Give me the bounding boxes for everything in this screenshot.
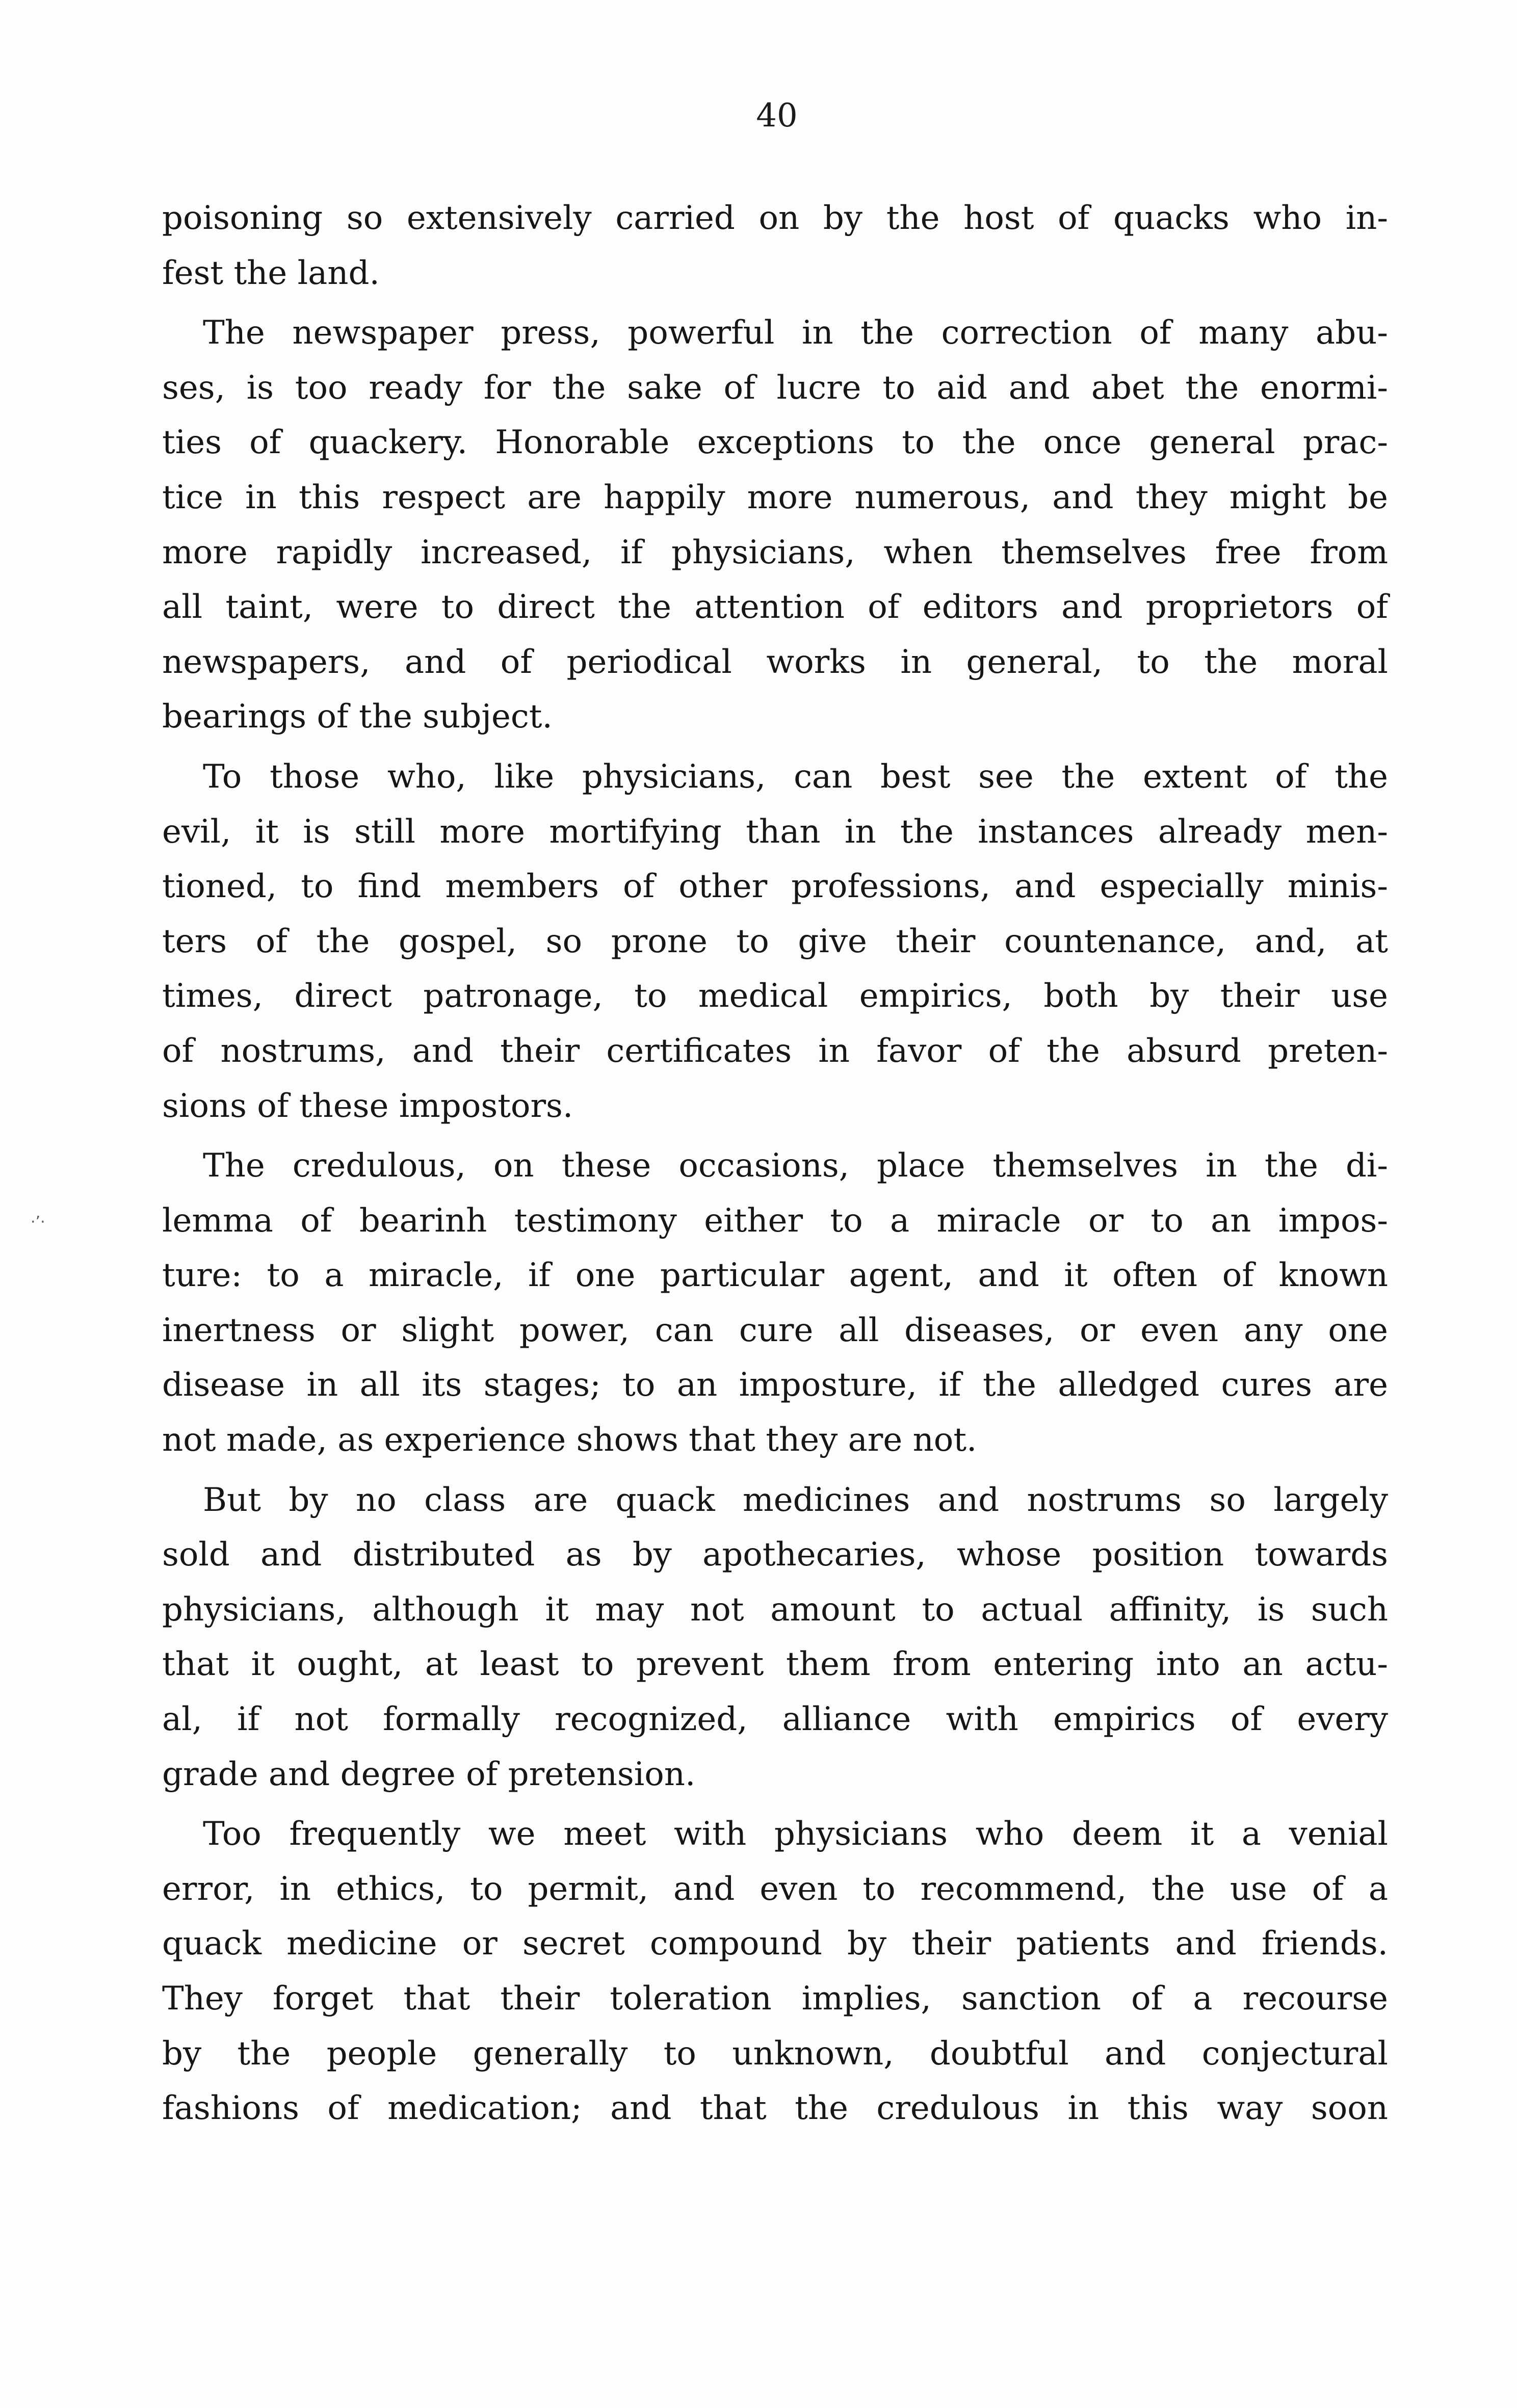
text-line: by the people generally to unknown, doubtful and conjectural [162,2034,1388,2073]
text-line: quack medicine or secret compound by their patients and friends. [162,1925,1388,1963]
text-line: all taint, were to direct the attention of editors and proprietors of [162,588,1388,626]
paragraph-gap [162,745,1388,750]
text-line: But by no class are quack medicines and nostrums so largely [203,1481,1388,1519]
text-line: lemma of bearinh testimony either to a miracle or to an impos- [162,1201,1388,1240]
text-line: newspapers, and of periodical works in general, to the moral [162,643,1388,681]
page-body-text [162,191,1388,2136]
text-line: of nostrums, and their certificates in favor of the absurd preten- [162,1032,1388,1070]
text-line: fest the land. [162,254,380,292]
text-line: bearings of the subject. [162,698,553,736]
text-line: physicians, although it may not amount to actual affinity, is such [162,1590,1388,1629]
text-line: The credulous, on these occasions, place themselves in the di- [203,1147,1388,1185]
text-line: sions of these impostors. [162,1087,573,1125]
paragraph-gap [162,1802,1388,1807]
text-line: They forget that their toleration implies, sanction of a recourse [162,1980,1388,2018]
text-line: ses, is too ready for the sake of lucre to aid and abet the enormi- [162,369,1388,407]
paragraph-gap [162,1468,1388,1473]
text-line: To those who, like physicians, can best see the extent of the [203,757,1388,796]
page-number: 40 [756,97,798,135]
text-line: sold and distributed as by apothecaries, whose position towards [162,1536,1388,1574]
text-line: grade and degree of pretension. [162,1755,696,1793]
text-line: not made, as experience shows that they are not. [162,1421,977,1459]
paragraph-gap [162,301,1388,306]
text-line: more rapidly increased, if physicians, when themselves free from [162,533,1388,571]
text-line: ters of the gospel, so prone to give their countenance, and, at [162,922,1388,960]
text-line: inertness or slight power, can cure all diseases, or even any one [162,1311,1388,1349]
text-line: Too frequently we meet with physicians who deem it a venial [203,1815,1388,1853]
text-line: fashions of medication; and that the credulous in this way soon [162,2089,1388,2128]
paragraph-gap [162,1134,1388,1139]
text-line: disease in all its stages; to an imposture, if the alledged cures are [162,1366,1388,1404]
text-line: tioned, to find members of other professions, and especially minis- [162,868,1388,906]
text-line: tice in this respect are happily more numerous, and they might be [162,478,1388,516]
text-line: The newspaper press, powerful in the correction of many abu- [203,314,1388,352]
margin-ink-mark: ·ʼ· [31,1213,45,1231]
text-line: evil, it is still more mortifying than in the instances already men- [162,813,1388,851]
text-line: times, direct patronage, to medical empirics, both by their use [162,977,1388,1015]
text-line: poisoning so extensively carried on by the host of quacks who in- [162,199,1388,237]
text-line: ties of quackery. Honorable exceptions to the once general prac- [162,424,1388,462]
text-line: error, in ethics, to permit, and even to recommend, the use of a [162,1870,1388,1908]
text-line: ture: to a miracle, if one particular agent, and it often of known [162,1257,1388,1295]
text-line: that it ought, at least to prevent them from entering into an actu- [162,1645,1388,1684]
text-line: al, if not formally recognized, alliance with empirics of every [162,1700,1388,1739]
